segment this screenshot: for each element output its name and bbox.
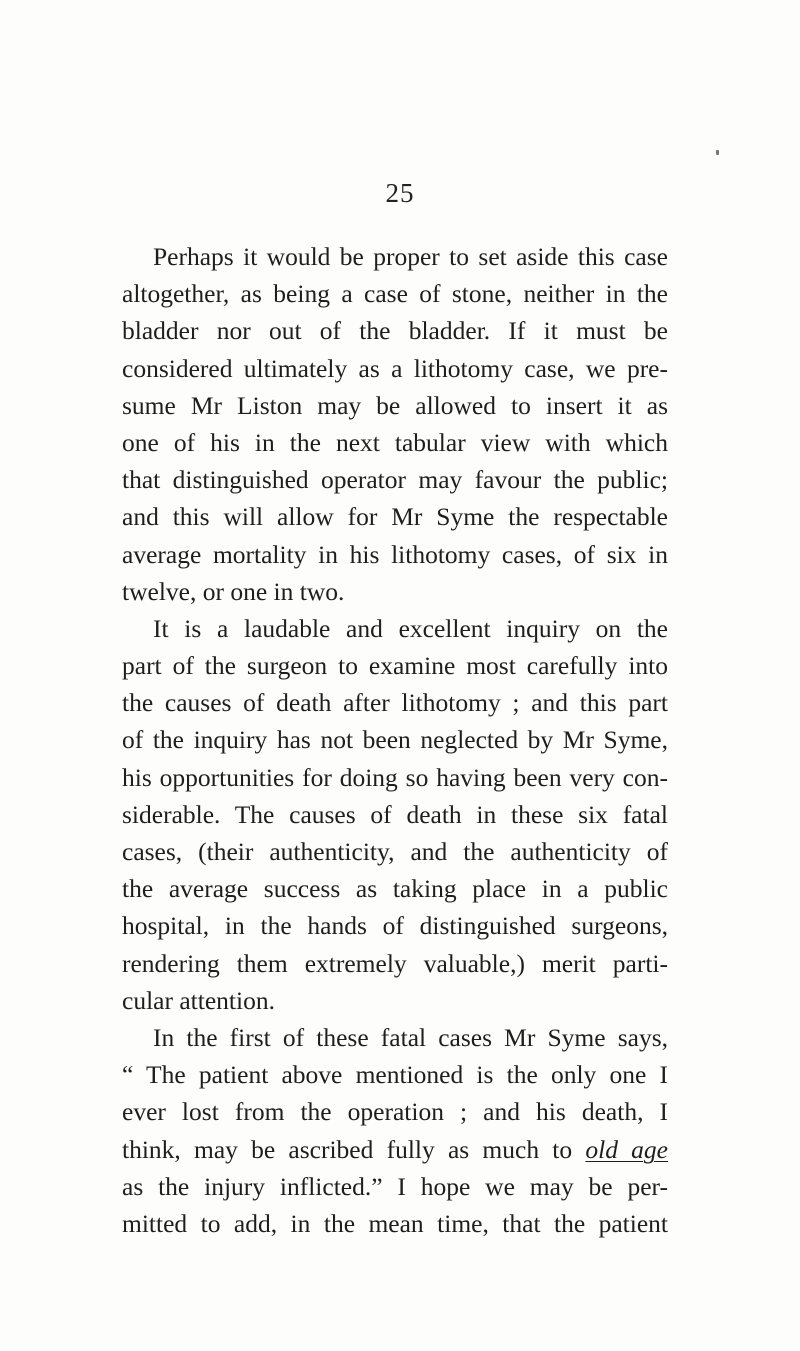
text-line: hospital, in the hands of distinguished surgeons, xyxy=(122,911,668,941)
text-line: his opportunities for doing so having been very con- xyxy=(122,762,668,792)
text-line: of the inquiry has not been neglected by Mr Syme, xyxy=(122,725,668,755)
text-line: one of his in the next tabular view with which xyxy=(122,427,668,457)
text-line: It is a laudable and excellent inquiry on the xyxy=(153,613,668,643)
text-line: cases, (their authenticity, and the authenticity of xyxy=(122,837,668,866)
text-line: part of the surgeon to examine most carefully into xyxy=(122,651,668,681)
text-line: twelve, or one in two. xyxy=(122,576,345,606)
body-text xyxy=(122,238,668,1242)
text-line: siderable. The causes of death in these six fatal xyxy=(122,799,668,829)
page-number: 25 xyxy=(385,178,415,208)
text-line-with-emphasis xyxy=(122,1131,668,1168)
text-line: Perhaps it would be proper to set aside this case xyxy=(153,242,668,271)
text-line: average mortality in his lithotomy cases, of six in xyxy=(122,539,668,569)
text-line: the causes of death after lithotomy ; and this part xyxy=(122,688,668,718)
text-line: and this will allow for Mr Syme the respectable xyxy=(122,502,668,532)
text-line-start: think, may be ascribed fully as much to xyxy=(122,1134,573,1164)
text-line: that distinguished operator may favour the public; xyxy=(122,465,668,495)
text-line: rendering them extremely valuable,) merit parti- xyxy=(122,948,668,978)
text-line: In the first of these fatal cases Mr Syme says, xyxy=(153,1022,668,1052)
text-line: mitted to add, in the mean time, that the patient xyxy=(122,1208,668,1238)
text-line: sume Mr Liston may be allowed to insert it as xyxy=(122,390,668,420)
text-line: “ The patient above mentioned is the only one I xyxy=(122,1060,668,1090)
emphasized-text: old age xyxy=(585,1134,668,1164)
text-line: cular attention. xyxy=(122,985,275,1015)
text-line: the average success as taking place in a public xyxy=(122,874,668,904)
print-speck xyxy=(716,150,719,155)
text-line: bladder nor out of the bladder. If it must be xyxy=(122,316,668,346)
text-line: as the injury inflicted.” I hope we may be per- xyxy=(122,1171,668,1201)
text-line: ever lost from the operation ; and his death, I xyxy=(122,1097,668,1127)
text-line: considered ultimately as a lithotomy case, we pre- xyxy=(122,353,668,383)
text-line: altogether, as being a case of stone, neither in the xyxy=(122,279,668,309)
